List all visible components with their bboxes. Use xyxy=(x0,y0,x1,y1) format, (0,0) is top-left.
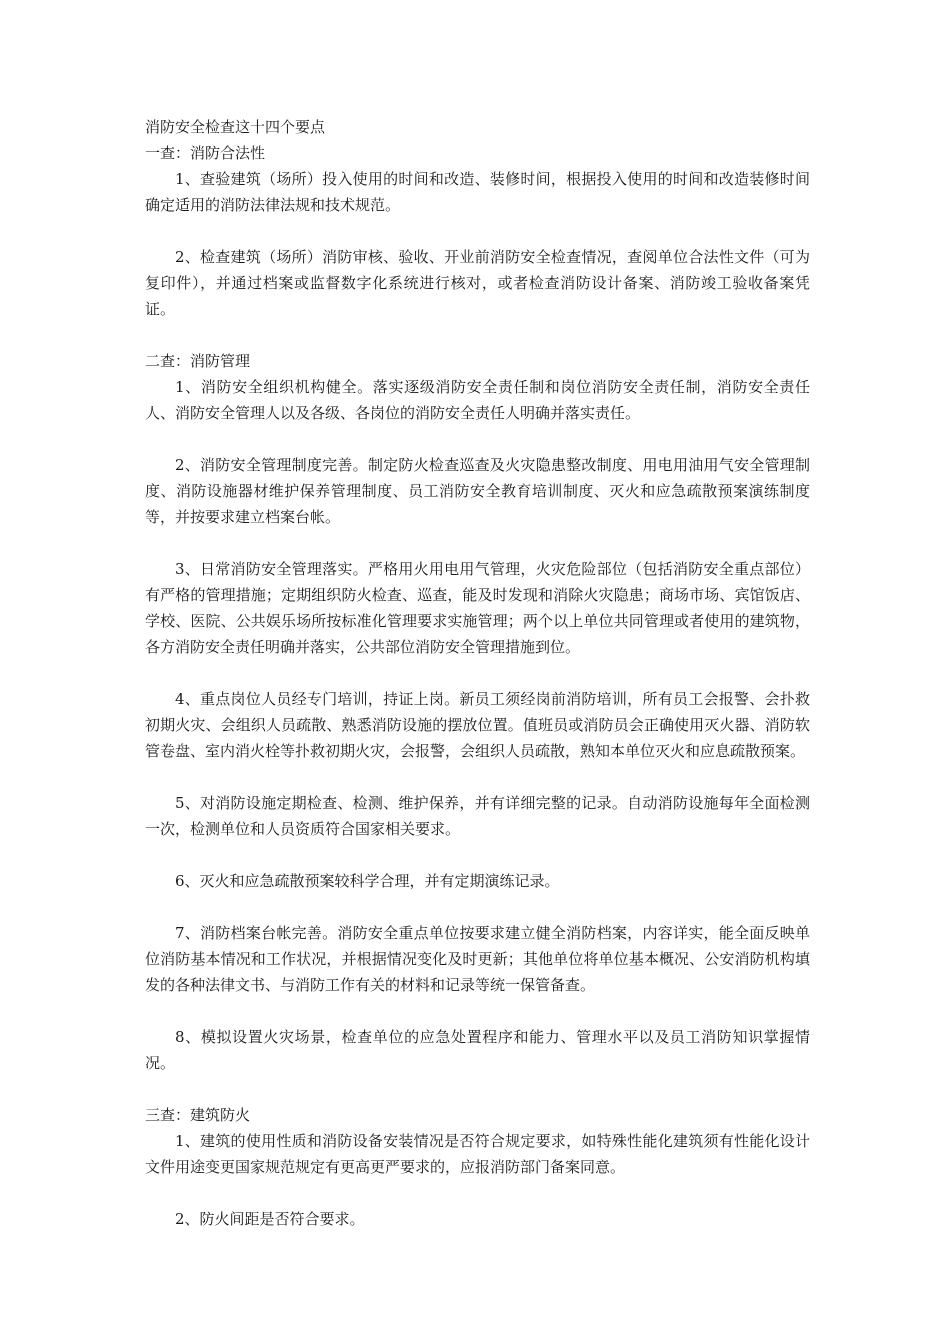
paragraph: 2、消防安全管理制度完善。制定防火检查巡查及火灾隐患整改制度、用电用油用气安全管理制度、消防设施器材维护保养管理制度、员工消防安全教育培训制度、灭火和应急疏散预案演练制度等，并按要求建立档案台帐。 xyxy=(145,456,810,526)
section-legality xyxy=(145,140,810,322)
paragraph: 8、模拟设置火灾场景，检查单位的应急处置程序和能力、管理水平以及员工消防知识掌握情况。 xyxy=(145,1028,810,1072)
section-heading: 一查：消防合法性 xyxy=(145,144,266,162)
section-management xyxy=(145,348,810,1076)
paragraph: 3、日常消防安全管理落实。严格用火用电用气管理，火灾危险部位（包括消防安全重点部位）有严格的管理措施；定期组织防火检查、巡查，能及时发现和消除火灾隐患；商场市场、宾馆饭店、学校、医院、公共娱乐场所按标准化管理要求实施管理；两个以上单位共同管理或者使用的建筑物，各方消防安全责任明确并落实，公共部位消防安全管理措施到位。 xyxy=(145,560,810,656)
paragraph: 6、灭火和应急疏散预案较科学合理，并有定期演练记录。 xyxy=(175,872,560,890)
document-page xyxy=(145,114,810,1232)
paragraph: 4、重点岗位人员经专门培训，持证上岗。新员工须经岗前消防培训，所有员工会报警、会扑救初期火灾、会组织人员疏散、熟悉消防设施的摆放位置。值班员或消防员会正确使用灭火器、消防软管卷盘、室内消火栓等扑救初期火灾，会报警，会组织人员疏散，熟知本单位灭火和应息疏散预案。 xyxy=(145,690,810,760)
paragraph: 1、建筑的使用性质和消防设备安装情况是否符合规定要求，如特殊性能化建筑须有性能化设计文件用途变更国家规范规定有更高更严要求的，应报消防部门备案同意。 xyxy=(145,1132,810,1176)
document-title: 消防安全检查这十四个要点 xyxy=(145,118,326,136)
section-heading: 二查：消防管理 xyxy=(145,352,251,370)
paragraph: 1、消防安全组织机构健全。落实逐级消防安全责任制和岗位消防安全责任制，消防安全责任人、消防安全管理人以及各级、各岗位的消防安全责任人明确并落实责任。 xyxy=(145,378,810,422)
paragraph: 7、消防档案台帐完善。消防安全重点单位按要求建立健全消防档案，内容详实，能全面反映单位消防基本情况和工作状况，并根据情况变化及时更新；其他单位将单位基本概况、公安消防机构填发的各种法律文书、与消防工作有关的材料和记录等统一保管备查。 xyxy=(145,924,810,994)
section-building-fire-prevention xyxy=(145,1102,810,1232)
paragraph: 5、对消防设施定期检查、检测、维护保养，并有详细完整的记录。自动消防设施每年全面检测一次，检测单位和人员资质符合国家相关要求。 xyxy=(145,794,810,838)
paragraph: 1、查验建筑（场所）投入使用的时间和改造、装修时间，根据投入使用的时间和改造装修时间确定适用的消防法律法规和技术规范。 xyxy=(145,170,810,214)
section-heading: 三查：建筑防火 xyxy=(145,1106,251,1124)
paragraph: 2、防火间距是否符合要求。 xyxy=(175,1210,365,1228)
paragraph: 2、检查建筑（场所）消防审核、验收、开业前消防安全检查情况，查阅单位合法性文件（可为复印件），并通过档案或监督数字化系统进行核对，或者检查消防设计备案、消防竣工验收备案凭证。 xyxy=(145,248,810,318)
